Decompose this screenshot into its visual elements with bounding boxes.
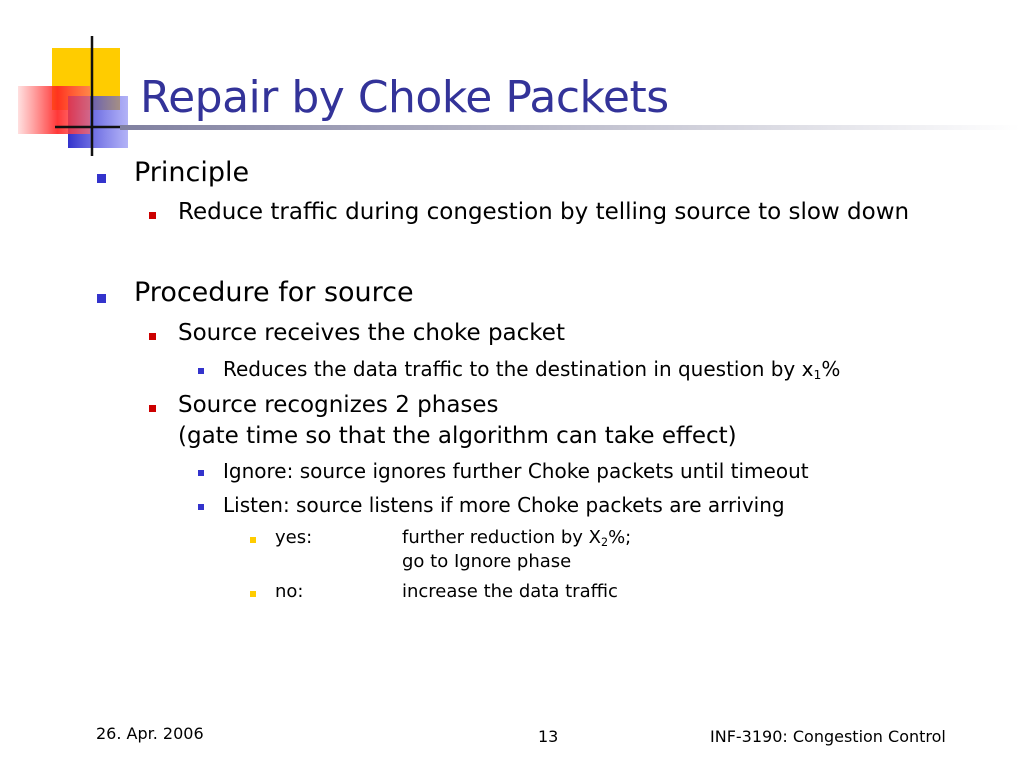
bullet-level3 (198, 470, 204, 476)
title-divider (120, 125, 1020, 130)
yes-label: yes: (275, 527, 313, 548)
no-label: no: (275, 581, 304, 602)
bullet-level2 (149, 333, 156, 340)
phases-line1: Source recognizes 2 phases (178, 392, 499, 418)
principle-heading: Principle (134, 157, 250, 188)
yes-text-subscript: 2 (600, 535, 609, 549)
bullet-level3 (198, 368, 204, 374)
footer-date: 26. Apr. 2006 (96, 724, 204, 743)
receives-point: Source receives the choke packet (178, 320, 565, 346)
yes-text-main: further reduction by X (402, 527, 601, 548)
ignore-point: Ignore: source ignores further Choke packets until timeout (223, 459, 809, 483)
bullet-level4 (250, 591, 256, 597)
listen-point: Listen: source listens if more Choke packets are arriving (223, 493, 785, 517)
no-text: increase the data traffic (402, 581, 618, 602)
principle-point: Reduce traffic during congestion by telling source to slow down (178, 199, 910, 225)
procedure-heading: Procedure for source (134, 277, 414, 308)
footer-course: INF-3190: Congestion Control (710, 727, 946, 746)
bullet-level1 (97, 174, 106, 183)
bullet-level1 (97, 294, 106, 303)
footer-page-number: 13 (538, 727, 559, 746)
phases-line2: (gate time so that the algorithm can take effect) (178, 423, 737, 449)
reduces-subscript: 1 (813, 367, 822, 383)
reduces-point (223, 357, 840, 381)
bullet-level4 (250, 537, 256, 543)
bullet-level2 (149, 212, 156, 219)
yes-text-suffix: %; (608, 527, 632, 548)
corner-logo (0, 0, 150, 160)
bullet-level2 (149, 405, 156, 412)
yes-text (402, 527, 631, 548)
yes-text-line2: go to Ignore phase (402, 551, 572, 572)
bullet-level3 (198, 504, 204, 510)
reduces-suffix: % (821, 357, 841, 381)
slide-title: Repair by Choke Packets (140, 72, 669, 123)
reduces-text: Reduces the data traffic to the destination in question by x (223, 357, 814, 381)
